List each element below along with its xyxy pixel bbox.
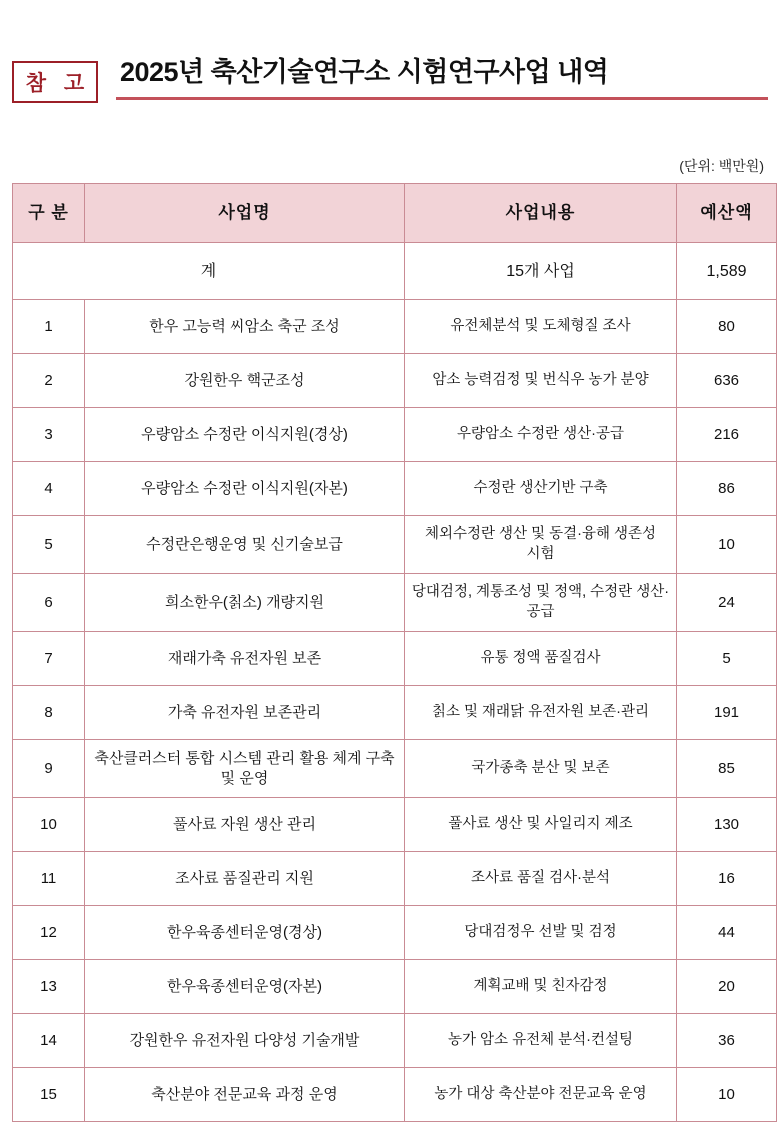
- row-project-content: 암소 능력검정 및 번식우 농가 분양: [405, 354, 677, 408]
- row-project-name: 희소한우(칡소) 개량지원: [85, 574, 405, 632]
- row-budget: 636: [677, 354, 777, 408]
- column-header-division: 구 분: [13, 184, 85, 243]
- row-project-content: 우량암소 수정란 생산·공급: [405, 408, 677, 462]
- row-number: 8: [13, 686, 85, 740]
- row-project-name: 축산분야 전문교육 과정 운영: [85, 1068, 405, 1122]
- row-budget: 5: [677, 632, 777, 686]
- total-desc: 15개 사업: [405, 243, 677, 300]
- table-row: [13, 574, 777, 632]
- table-row: [13, 462, 777, 516]
- total-label: 계: [13, 243, 405, 300]
- table-row: [13, 354, 777, 408]
- row-budget: 10: [677, 1068, 777, 1122]
- table-row: [13, 1068, 777, 1122]
- row-number: 7: [13, 632, 85, 686]
- row-project-name: 한우 고능력 씨암소 축군 조성: [85, 300, 405, 354]
- row-project-name: 한우육종센터운영(자본): [85, 960, 405, 1014]
- table-row: [13, 1014, 777, 1068]
- row-number: 2: [13, 354, 85, 408]
- table-row: [13, 852, 777, 906]
- table-row: [13, 408, 777, 462]
- row-project-name: 강원한우 핵군조성: [85, 354, 405, 408]
- row-number: 10: [13, 798, 85, 852]
- row-project-content: 계획교배 및 친자감정: [405, 960, 677, 1014]
- row-project-content: 조사료 품질 검사·분석: [405, 852, 677, 906]
- row-budget: 130: [677, 798, 777, 852]
- row-budget: 44: [677, 906, 777, 960]
- projects-table: [12, 183, 777, 1122]
- document-header: [12, 0, 768, 108]
- row-project-content: 칡소 및 재래닭 유전자원 보존·관리: [405, 686, 677, 740]
- title-underline: [116, 97, 768, 100]
- row-number: 3: [13, 408, 85, 462]
- table-row: [13, 906, 777, 960]
- row-number: 9: [13, 740, 85, 798]
- row-budget: 20: [677, 960, 777, 1014]
- row-project-name: 한우육종센터운영(경상): [85, 906, 405, 960]
- row-project-content: 농가 암소 유전체 분석·컨설팅: [405, 1014, 677, 1068]
- table-row: [13, 798, 777, 852]
- row-project-content: 체외수정란 생산 및 동결·융해 생존성 시험: [405, 516, 677, 574]
- total-budget: 1,589: [677, 243, 777, 300]
- row-number: 15: [13, 1068, 85, 1122]
- row-project-name: 재래가축 유전자원 보존: [85, 632, 405, 686]
- row-project-name: 우량암소 수정란 이식지원(경상): [85, 408, 405, 462]
- table-row: [13, 632, 777, 686]
- reference-badge: 참 고: [12, 61, 98, 103]
- page-title: 2025년 축산기술연구소 시험연구사업 내역: [120, 57, 609, 87]
- row-project-content: 당대검정우 선발 및 검정: [405, 906, 677, 960]
- table-row: [13, 686, 777, 740]
- row-budget: 16: [677, 852, 777, 906]
- row-number: 5: [13, 516, 85, 574]
- row-project-name: 조사료 품질관리 지원: [85, 852, 405, 906]
- row-number: 11: [13, 852, 85, 906]
- table-row: [13, 740, 777, 798]
- table-row: [13, 300, 777, 354]
- row-budget: 191: [677, 686, 777, 740]
- row-number: 1: [13, 300, 85, 354]
- row-budget: 36: [677, 1014, 777, 1068]
- row-budget: 216: [677, 408, 777, 462]
- row-project-name: 풀사료 자원 생산 관리: [85, 798, 405, 852]
- unit-note: (단위: 백만원): [679, 158, 764, 175]
- row-project-name: 우량암소 수정란 이식지원(자본): [85, 462, 405, 516]
- row-number: 13: [13, 960, 85, 1014]
- row-project-content: 유전체분석 및 도체형질 조사: [405, 300, 677, 354]
- table-header-row: [13, 184, 777, 243]
- row-project-content: 유통 정액 품질검사: [405, 632, 677, 686]
- row-project-content: 수정란 생산기반 구축: [405, 462, 677, 516]
- row-project-name: 축산클러스터 통합 시스템 관리 활용 체계 구축 및 운영: [85, 740, 405, 798]
- row-number: 4: [13, 462, 85, 516]
- row-number: 14: [13, 1014, 85, 1068]
- row-project-content: 국가종축 분산 및 보존: [405, 740, 677, 798]
- row-project-content: 당대검정, 계통조성 및 정액, 수정란 생산·공급: [405, 574, 677, 632]
- row-budget: 85: [677, 740, 777, 798]
- row-budget: 86: [677, 462, 777, 516]
- column-header-project-content: 사업내용: [405, 184, 677, 243]
- column-header-budget: 예산액: [677, 184, 777, 243]
- row-project-name: 수정란은행운영 및 신기술보급: [85, 516, 405, 574]
- table-total-row: [13, 243, 777, 300]
- column-header-project-name: 사업명: [85, 184, 405, 243]
- row-project-content: 풀사료 생산 및 사일리지 제조: [405, 798, 677, 852]
- table-row: [13, 960, 777, 1014]
- table-header: [13, 184, 777, 243]
- row-budget: 24: [677, 574, 777, 632]
- title-block: [116, 56, 768, 108]
- row-project-name: 가축 유전자원 보존관리: [85, 686, 405, 740]
- row-project-content: 농가 대상 축산분야 전문교육 운영: [405, 1068, 677, 1122]
- row-number: 12: [13, 906, 85, 960]
- table-row: [13, 516, 777, 574]
- row-budget: 80: [677, 300, 777, 354]
- row-project-name: 강원한우 유전자원 다양성 기술개발: [85, 1014, 405, 1068]
- row-number: 6: [13, 574, 85, 632]
- row-budget: 10: [677, 516, 777, 574]
- table-body: [13, 243, 777, 1122]
